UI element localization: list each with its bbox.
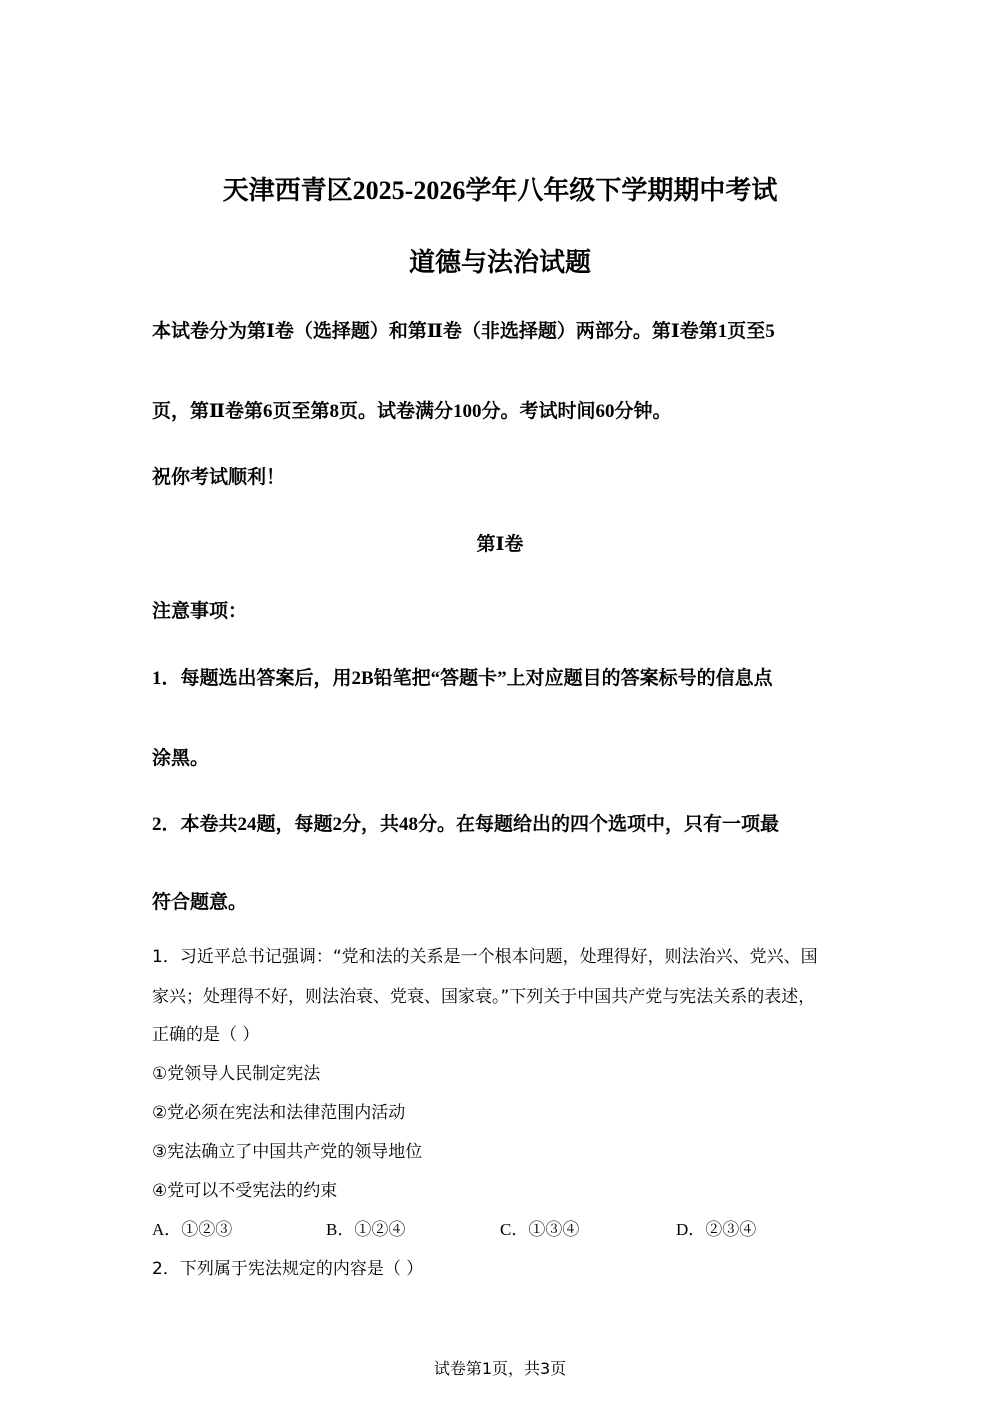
option-a: A．①②③ <box>152 1220 233 1239</box>
intro-line-1: 本试卷分为第Ⅰ卷（选择题）和第Ⅱ卷（非选择题）两部分。第Ⅰ卷第1页至5 <box>152 321 775 342</box>
wish-text: 祝你考试顺利！ <box>152 467 286 488</box>
option-c: C．①③④ <box>500 1220 580 1239</box>
notice-item-2-line-2: 符合题意。 <box>152 892 248 913</box>
question-2-stem: 2．下列属于宪法规定的内容是（ ） <box>152 1259 424 1279</box>
intro-line-2: 页，第Ⅱ卷第6页至第8页。试卷满分100分。考试时间60分钟。 <box>152 401 672 422</box>
statement-2: ②党必须在宪法和法律范围内活动 <box>152 1103 406 1123</box>
notice-item-1-line-1: 1．每题选出答案后，用2B铅笔把“答题卡”上对应题目的答案标号的信息点 <box>152 668 773 689</box>
notice-item-2-line-1: 2．本卷共24题，每题2分，共48分。在每题给出的四个选项中，只有一项最 <box>152 814 780 835</box>
notice-heading: 注意事项： <box>152 601 248 622</box>
option-d: D．②③④ <box>676 1220 757 1239</box>
statement-3: ③宪法确立了中国共产党的领导地位 <box>152 1142 423 1162</box>
notice-item-1-line-2: 涂黑。 <box>152 748 210 769</box>
page-footer: 试卷第1页，共3页 <box>433 1359 567 1378</box>
section-heading: 第Ⅰ卷 <box>476 534 524 555</box>
question-1-stem-line-2: 家兴；处理得不好，则法治衰、党衰、国家衰。”下列关于中国共产党与宪法关系的表述， <box>152 987 816 1007</box>
statement-1: ①党领导人民制定宪法 <box>152 1064 321 1084</box>
exam-title: 天津西青区2025-2026学年八年级下学期期中考试 <box>222 176 778 205</box>
question-1-stem-line-1: 1．习近平总书记强调：“党和法的关系是一个根本问题，处理得好，则法治兴、党兴、国 <box>152 947 818 967</box>
question-1-stem-line-3: 正确的是（ ） <box>152 1025 260 1045</box>
exam-subtitle: 道德与法治试题 <box>408 248 591 277</box>
statement-4: ④党可以不受宪法的约束 <box>152 1181 338 1201</box>
option-b: B．①②④ <box>326 1220 406 1239</box>
